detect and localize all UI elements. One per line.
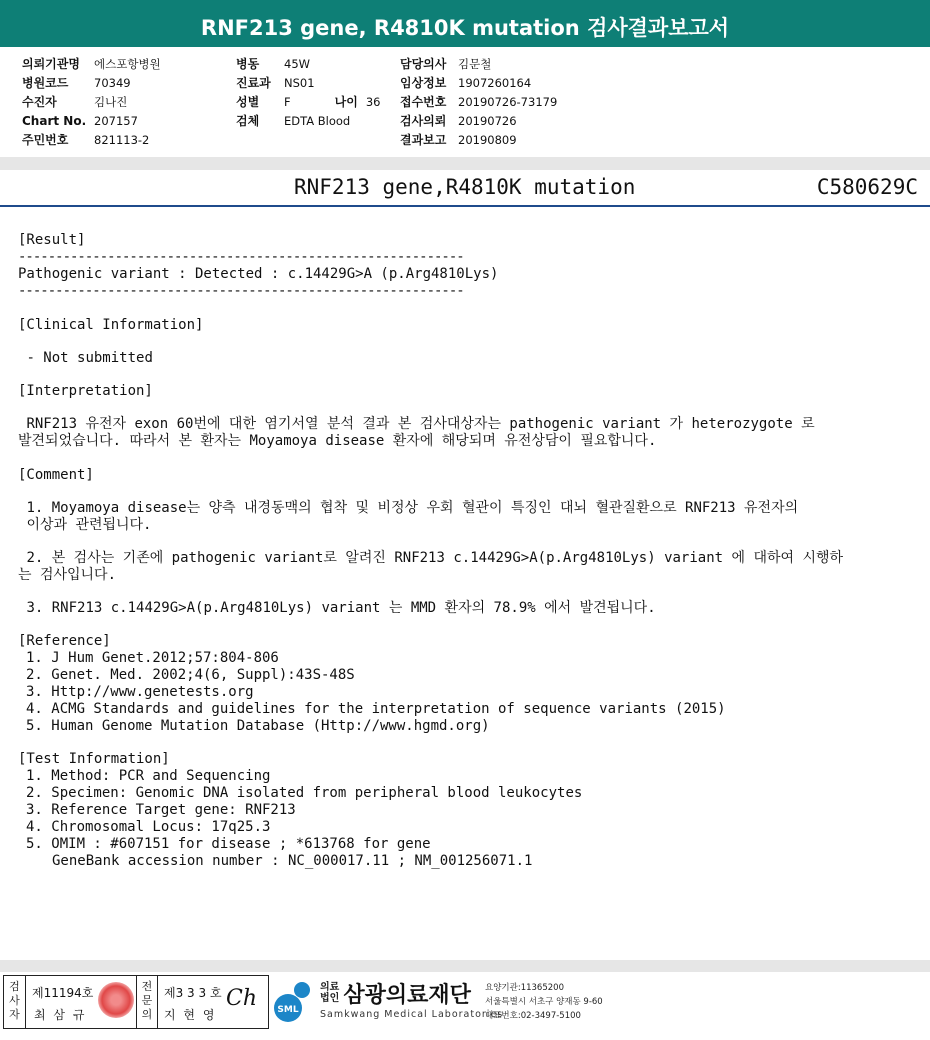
lab-phone: 대표번호:02-3497-5100	[485, 1011, 581, 1021]
test-info-item: 4. Chromosomal Locus: 17q25.3	[26, 819, 271, 835]
specialist-name: 지 현 영	[164, 1008, 217, 1022]
age-value: 36	[365, 95, 381, 109]
info-row-receipt	[400, 93, 557, 112]
info-row-clinical	[400, 74, 557, 93]
spacer	[18, 300, 908, 317]
info-label: Chart No.	[22, 114, 87, 128]
signature: Ch	[226, 986, 258, 1011]
interpretation-line1: RNF213 유전자 exon 60번에 대한 염기서열 분석 결과 본 검사대상자는 pathogenic variant 가 heterozygote 로	[18, 416, 815, 432]
info-label: 주민번호	[22, 133, 69, 147]
info-value: 821113-2	[94, 133, 150, 147]
lab-address: 서울특별시 서초구 양재동 9-60	[485, 997, 603, 1007]
specialist-license: 제3 3 3 호	[164, 986, 222, 1000]
reference-item: 2. Genet. Med. 2002;4(6, Suppl):43S-48S	[26, 667, 355, 683]
reference-item: 1. J Hum Genet.2012;57:804-806	[26, 650, 279, 666]
result-header: [Result]	[18, 232, 86, 248]
spacer	[18, 334, 908, 350]
banner-title: RNF213 gene, R4810K mutation 검사결과보고서	[200, 16, 730, 40]
inspector-license: 제11194호	[32, 986, 94, 1000]
info-label: 수진자	[22, 95, 57, 109]
info-row-institution	[22, 55, 161, 74]
inspector-name: 최 삼 규	[34, 1008, 87, 1022]
spacer	[18, 484, 908, 500]
spacer	[18, 534, 908, 550]
patient-info-col3	[400, 55, 557, 150]
info-label: 결과보고	[400, 133, 447, 147]
lab-info	[485, 981, 603, 1023]
reference-item: 3. Http://www.genetests.org	[26, 684, 254, 700]
test-info-item: 2. Specimen: Genomic DNA isolated from peripheral blood leukocytes	[26, 785, 583, 801]
info-label: 접수번호	[400, 95, 447, 109]
sml-small-label: 의료 법인	[320, 982, 340, 1004]
section-separator	[0, 157, 930, 170]
info-label: 검사의뢰	[400, 114, 447, 128]
info-value: NS01	[284, 76, 315, 90]
result-dashes-top: ------------------------------------------------------------	[18, 249, 464, 265]
report-code: C580629C	[816, 175, 918, 199]
info-label: 검체	[236, 114, 260, 128]
seal-stamp-icon	[98, 982, 134, 1018]
info-row-resident-no	[22, 131, 161, 150]
spacer	[18, 584, 908, 600]
info-label: 임상정보	[400, 76, 447, 90]
specialist-label-text: 전문의	[141, 980, 153, 1021]
clinical-line: - Not submitted	[18, 350, 153, 366]
sml-abbr: SML	[277, 1005, 299, 1015]
info-value: 20190809	[458, 133, 517, 147]
interpretation-line2: 발견되었습니다. 따라서 본 환자는 Moyamoya disease 환자에 해당되며 유전상담이 필요합니다.	[18, 433, 657, 449]
patient-info-col2	[236, 55, 380, 131]
comment-header: [Comment]	[18, 467, 94, 483]
info-value: 김문철	[458, 57, 492, 71]
reference-header: [Reference]	[18, 633, 111, 649]
info-row-department	[236, 74, 380, 93]
footer-separator	[0, 960, 930, 972]
spacer	[18, 367, 908, 383]
title-divider	[0, 205, 930, 207]
info-value: 70349	[94, 76, 131, 90]
info-label: 의뢰기관명	[22, 57, 80, 71]
info-value: 20190726-73179	[458, 95, 558, 109]
info-value: F	[284, 95, 291, 109]
test-info-extra: GeneBank accession number : NC_000017.11 ; NM_001256071.1	[52, 853, 533, 869]
report-body	[18, 232, 908, 870]
info-row-hospital-code	[22, 74, 161, 93]
reference-item: 4. ACMG Standards and guidelines for the interpretation of sequence variants (2015)	[26, 701, 726, 717]
sml-english-name: Samkwang Medical Laboratories	[320, 1009, 504, 1020]
info-label: 병원코드	[22, 76, 69, 90]
sml-name: 삼광의료재단	[343, 983, 471, 1008]
spacer	[18, 617, 908, 633]
comment-3: 3. RNF213 c.14429G>A(p.Arg4810Lys) variant 는 MMD 환자의 78.9% 에서 발견됩니다.	[18, 600, 656, 616]
info-row-ward	[236, 55, 380, 74]
info-value: 207157	[94, 114, 138, 128]
interpretation-header: [Interpretation]	[18, 383, 153, 399]
report-banner	[0, 0, 930, 45]
reference-item: 5. Human Genome Mutation Database (Http://www.hgmd.org)	[26, 718, 490, 734]
info-row-patient	[22, 93, 161, 112]
test-info-header: [Test Information]	[18, 751, 170, 767]
info-value: 에스포항병원	[94, 57, 161, 71]
info-value: 김나진	[94, 95, 128, 109]
comment-1a: 1. Moyamoya disease는 양측 내경동맥의 협착 및 비정상 우회 혈관이 특징인 대뇌 혈관질환으로 RNF213 유전자의	[18, 500, 799, 516]
info-value: 45W	[284, 57, 311, 71]
sml-brand	[320, 978, 503, 1020]
info-value: 20190726	[458, 114, 517, 128]
info-label: 성별	[236, 95, 260, 109]
age-label: 나이	[334, 95, 358, 109]
comment-1b: 이상과 관련됩니다.	[18, 517, 152, 533]
comment-2b: 는 검사입니다.	[18, 567, 117, 583]
info-label: 진료과	[236, 76, 271, 90]
info-row-request-date	[400, 112, 557, 131]
test-info-item: 1. Method: PCR and Sequencing	[26, 768, 271, 784]
signature-box	[3, 975, 269, 1029]
info-row-chart-no	[22, 112, 161, 131]
report-title: RNF213 gene,R4810K mutation	[294, 175, 636, 199]
spacer	[18, 735, 908, 751]
inspector-label-text: 검사자	[9, 980, 20, 1021]
info-label: 병동	[236, 57, 260, 71]
result-line: Pathogenic variant : Detected : c.14429G>A (p.Arg4810Lys)	[18, 266, 499, 282]
report-title-bar	[0, 170, 930, 206]
info-row-doctor	[400, 55, 557, 74]
info-row-sex-age	[236, 93, 380, 112]
clinical-header: [Clinical Information]	[18, 317, 204, 333]
info-row-specimen	[236, 112, 380, 131]
spacer	[18, 400, 908, 416]
banner-divider	[0, 45, 930, 47]
info-label: 담당의사	[400, 57, 447, 71]
specialist-label	[136, 976, 158, 1028]
info-row-report-date	[400, 131, 557, 150]
test-info-item: 3. Reference Target gene: RNF213	[26, 802, 296, 818]
lab-code: 요양기관:11365200	[485, 983, 564, 993]
result-dashes-bottom: ------------------------------------------------------------	[18, 283, 464, 299]
spacer	[18, 450, 908, 467]
patient-info-col1	[22, 55, 161, 150]
inspector-label	[4, 976, 26, 1028]
sml-logo-icon	[272, 980, 316, 1024]
info-value: EDTA Blood	[284, 114, 351, 128]
info-value: 1907260164	[458, 76, 532, 90]
comment-2a: 2. 본 검사는 기존에 pathogenic variant로 알려진 RNF213 c.14429G>A(p.Arg4810Lys) variant 에 대하여 시행하	[18, 550, 844, 566]
test-info-item: 5. OMIM : #607151 for disease ; *613768 for gene	[26, 836, 431, 852]
